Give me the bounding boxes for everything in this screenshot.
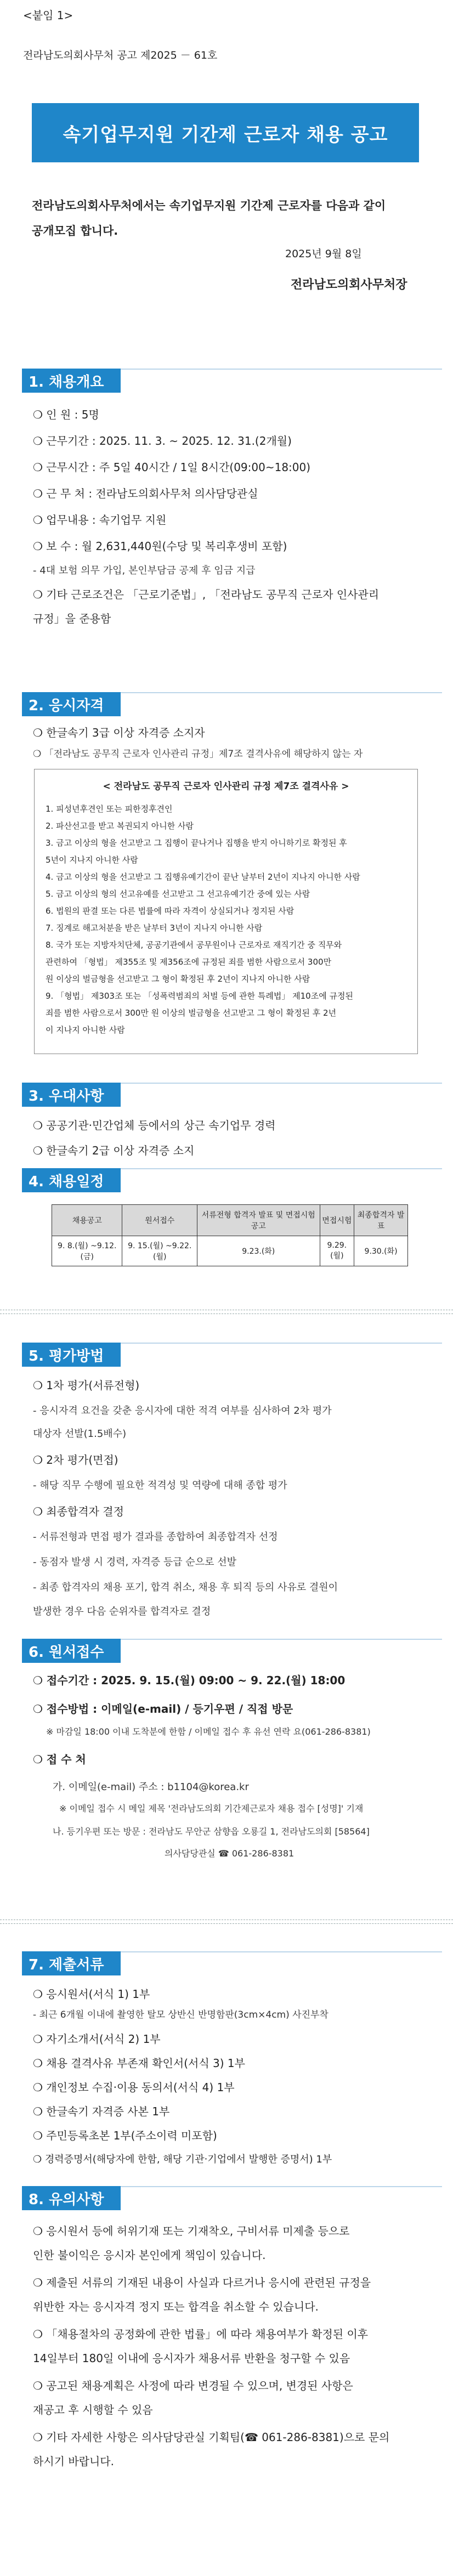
evaluation-line: - 서류전형과 면접 평가 결과를 종합하여 최종합격자 선정 [33, 1531, 278, 1543]
notes-line: ❍ 기타 자세한 사항은 의사담당관실 기획팀(☎ 061-286-8381)으로 문의 [33, 2431, 390, 2444]
application-note: ※ 이메일 접수 시 메일 제목 '전라남도의회 기간제근로자 채용 접수 [성명]' 기재 [59, 1803, 364, 1814]
evaluation-line: ❍ 최종합격자 결정 [33, 1505, 124, 1518]
box-line: 원 이상의 벌금형을 선고받고 그 형이 확정된 후 2년이 지나지 아니한 사람 [46, 974, 310, 984]
notice-number: 전라남도의회사무처 공고 제2025 － 61호 [23, 49, 218, 61]
documents-line: ❍ 자기소개서(서식 2) 1부 [33, 2033, 161, 2046]
section-heading-notes: 8. 유의사항 [22, 2186, 121, 2210]
overview-line: ❍ 업무내용 : 속기업무 지원 [33, 513, 167, 526]
box-line: 2. 파산선고를 받고 복권되지 아니한 사람 [46, 821, 194, 831]
box-line: 관련하여 「형법」 제355조 및 제356조에 규정된 죄를 범한 사람으로서 300만 [46, 957, 332, 967]
notes-line: ❍ 제출된 서류의 기재된 내용이 사실과 다르거나 응시에 관련된 규정을 [33, 2276, 371, 2289]
section-heading-preference: 3. 우대사항 [22, 1083, 121, 1107]
box-line: 3. 금고 이상의 형을 선고받고 그 집행이 끝나거나 집행을 받지 아니하기로 확정된 후 [46, 838, 347, 848]
table-cell: 9.30.(화) [354, 1236, 408, 1266]
evaluation-line: ❍ 1차 평가(서류전형) [33, 1379, 140, 1392]
notes-line: 재공고 후 시행할 수 있음 [33, 2403, 153, 2416]
qualification-line: ❍ 「전라남도 공무직 근로자 인사관리 규정」제7조 결격사유에 해당하지 않는 자 [33, 749, 363, 760]
evaluation-line: - 최종 합격자의 채용 포기, 합격 취소, 채용 후 퇴직 등의 사유로 결원이 [33, 1582, 338, 1593]
box-line: 4. 금고 이상의 형을 선고받고 그 집행유예기간이 끝난 날부터 2년이 지나지 아니한 사람 [46, 872, 360, 882]
documents-line: ❍ 경력증명서(해당자에 한함, 해당 기관‧기업에서 발행한 증명서) 1부 [33, 2154, 332, 2165]
table-row [52, 1236, 408, 1266]
qualification-line: ❍ 한글속기 3급 이상 자격증 소지자 [33, 726, 205, 739]
section-heading-qualification: 2. 응시자격 [22, 692, 121, 716]
intro-line-1: 전라남도의회사무처에서는 속기업무지원 기간제 근로자를 다음과 같이 [32, 199, 386, 212]
documents-line: - 최근 6개월 이내에 촬영한 탈모 상반신 반명함판(3cm×4cm) 사진부착 [33, 2009, 329, 2020]
application-line: 의사담당관실 ☎ 061-286-8381 [165, 1848, 295, 1859]
schedule-table [52, 1204, 408, 1266]
notes-line: 14일부터 180일 이내에 응시자가 채용서류 반환을 청구할 수 있음 [33, 2352, 350, 2365]
table-cell: 9. 15.(월) ~9.22.(월) [122, 1236, 197, 1266]
table-cell: 9. 8.(월) ~9.12.(금) [52, 1236, 122, 1266]
overview-line: 규정」을 준용함 [33, 612, 111, 625]
documents-line: ❍ 채용 결격사유 부존재 확인서(서식 3) 1부 [33, 2057, 245, 2070]
preference-line: ❍ 공공기관‧민간업체 등에서의 상근 속기업무 경력 [33, 1119, 276, 1132]
application-line: 나. 등기우편 또는 방문 : 전라남도 무안군 삼향읍 오룡길 1, 전라남도의회 [58564] [53, 1826, 370, 1837]
box-line: 7. 징계로 해고처분을 받은 날부터 3년이 지나지 아니한 사람 [46, 923, 263, 933]
table-header: 원서접수 [122, 1205, 197, 1236]
box-line: 죄를 범한 사람으로서 300만 원 이상의 벌금형을 선고받고 그 형이 확정된 후 2년 [46, 1008, 337, 1018]
application-line: ❍ 접 수 처 [33, 1753, 86, 1766]
application-line: ❍ 접수기간 : 2025. 9. 15.(월) 09:00 ~ 9. 22.(월) 18:00 [33, 1674, 346, 1687]
signer: 전라남도의회사무처장 [291, 278, 407, 292]
overview-line: ❍ 인 원 : 5명 [33, 408, 99, 421]
page-divider [0, 1310, 453, 1314]
table-header: 면접시험 [320, 1205, 354, 1236]
notes-line: ❍ 「채용절차의 공정화에 관한 법률」에 따라 채용여부가 확정된 이후 [33, 2328, 369, 2341]
table-header: 최종합격자 발표 [354, 1205, 408, 1236]
box-line: 5년이 지나지 아니한 사람 [46, 855, 138, 865]
documents-line: ❍ 개인정보 수집‧이용 동의서(서식 4) 1부 [33, 2081, 235, 2094]
notes-line: 하시기 바랍니다. [33, 2455, 114, 2468]
overview-line: ❍ 근 무 처 : 전라남도의회사무처 의사담당관실 [33, 487, 258, 500]
page-divider [0, 1920, 453, 1924]
box-line: 1. 피성년후견인 또는 피한정후견인 [46, 804, 173, 814]
overview-line: ❍ 근무기간 : 2025. 11. 3. ~ 2025. 12. 31.(2개월) [33, 434, 292, 448]
evaluation-line: - 동점자 발생 시 경력, 자격증 등급 순으로 선발 [33, 1556, 236, 1568]
table-header: 채용공고 [52, 1205, 122, 1236]
notes-line: ❍ 공고된 채용계획은 사정에 따라 변경될 수 있으며, 변경된 사항은 [33, 2379, 353, 2392]
section-heading-schedule: 4. 채용일정 [22, 1168, 121, 1192]
evaluation-line: - 해당 직무 수행에 필요한 적격성 및 역량에 대해 종합 평가 [33, 1480, 287, 1491]
evaluation-line: 발생한 경우 다음 순위자를 합격자로 결정 [33, 1606, 211, 1617]
intro-line-2: 공개모집 합니다. [32, 224, 118, 237]
evaluation-line: 대상자 선발(1.5배수) [33, 1428, 127, 1440]
box-title: < 전라남도 공무직 근로자 인사관리 규정 제7조 결격사유 > [103, 781, 349, 792]
application-note: ※ 마감일 18:00 이내 도착분에 한함 / 이메일 접수 후 유선 연락 요(061-286-8381) [46, 1726, 371, 1737]
box-line: 이 지나지 아니한 사람 [46, 1025, 125, 1035]
page-title: 속기업무지원 기간제 근로자 채용 공고 [63, 123, 388, 146]
documents-line: ❍ 주민등록초본 1부(주소이력 미포함) [33, 2129, 217, 2142]
intro-text [32, 193, 419, 244]
table-header: 서류전형 합격자 발표 및 면접시험 공고 [197, 1205, 320, 1236]
attachment-label: <붙임 1> [23, 9, 73, 22]
box-line: 8. 국가 또는 지방자치단체, 공공기관에서 공무원이나 근로자로 재직기간 중 직무와 [46, 940, 342, 950]
box-line: 5. 금고 이상의 형의 선고유예를 선고받고 그 선고유예기간 중에 있는 사람 [46, 889, 310, 899]
notice-date: 2025년 9월 8일 [285, 248, 362, 260]
box-line: 6. 법원의 판결 또는 다른 법률에 따라 자격이 상실되거나 정지된 사람 [46, 906, 295, 916]
table-cell: 9.23.(화) [197, 1236, 320, 1266]
documents-line: ❍ 한글속기 자격증 사본 1부 [33, 2105, 170, 2118]
section-heading-evaluation: 5. 평가방법 [22, 1343, 121, 1367]
box-line: 9. 「형법」 제303조 또는 「성폭력범죄의 처벌 등에 관한 특례법」 제10조에 규정된 [46, 991, 353, 1001]
section-heading-overview: 1. 채용개요 [22, 369, 121, 393]
application-line: ❍ 접수방법 : 이메일(e-mail) / 등기우편 / 직접 방문 [33, 1702, 293, 1716]
overview-line: ❍ 기타 근로조건은 「근로기준법」, 「전라남도 공무직 근로자 인사관리 [33, 588, 380, 601]
table-cell: 9.29.(월) [320, 1236, 354, 1266]
notes-line: ❍ 응시원서 등에 허위기재 또는 기재착오, 구비서류 미제출 등으로 [33, 2224, 350, 2238]
overview-line: ❍ 보 수 : 월 2,631,440원(수당 및 복리후생비 포함) [33, 540, 287, 553]
evaluation-line: - 응시자격 요건을 갖춘 응시자에 대한 적격 여부를 심사하여 2차 평가 [33, 1405, 332, 1417]
evaluation-line: ❍ 2차 평가(면접) [33, 1453, 118, 1467]
preference-line: ❍ 한글속기 2급 이상 자격증 소지 [33, 1144, 195, 1157]
table-header-row [52, 1205, 408, 1236]
disqualification-box [34, 769, 418, 1054]
documents-line: ❍ 응시원서(서식 1) 1부 [33, 1988, 150, 2001]
title-banner [32, 103, 419, 162]
application-line: 가. 이메일(e-mail) 주소 : b1104@korea.kr [53, 1781, 249, 1793]
notes-line: 인한 불이익은 응시자 본인에게 책임이 있습니다. [33, 2249, 266, 2262]
notes-line: 위반한 자는 응시자격 정지 또는 합격을 취소할 수 있습니다. [33, 2300, 319, 2313]
overview-line: - 4대 보험 의무 가입, 본인부담금 공제 후 임금 지급 [33, 565, 256, 576]
section-heading-application: 6. 원서접수 [22, 1639, 121, 1663]
overview-line: ❍ 근무시간 : 주 5일 40시간 / 1일 8시간(09:00~18:00) [33, 461, 311, 474]
section-heading-documents: 7. 제출서류 [22, 1951, 121, 1975]
